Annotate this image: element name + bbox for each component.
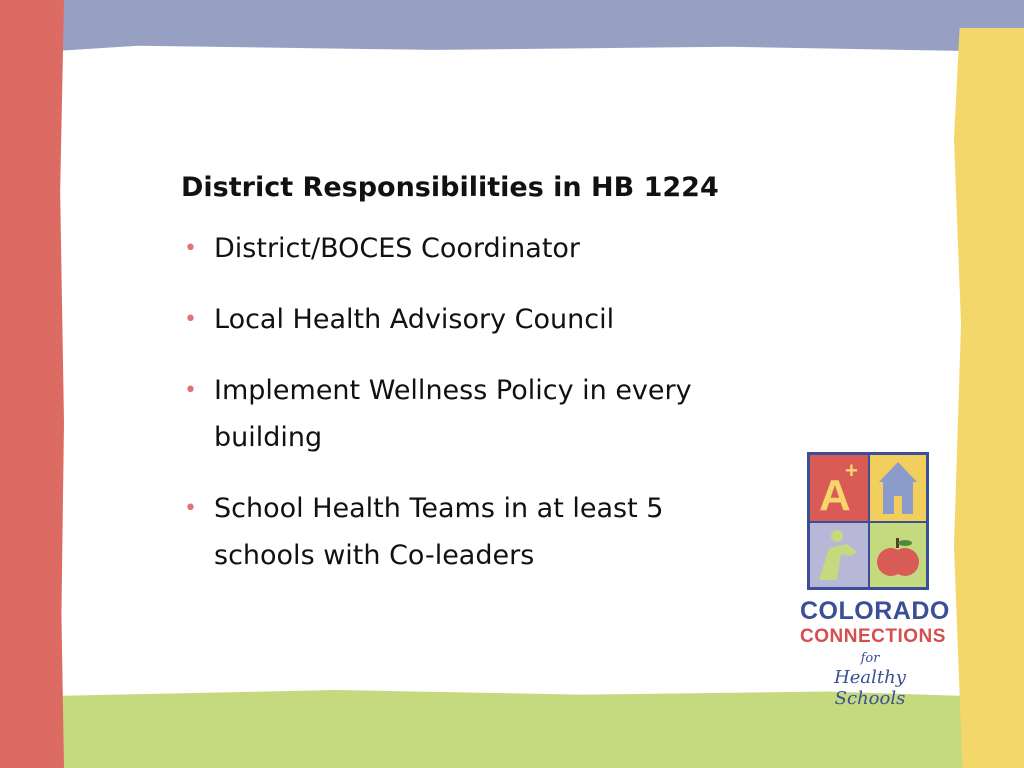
logo-connections-text: CONNECTIONS [800,626,946,647]
left-border-band [0,0,64,768]
bullet-dot-icon: • [184,236,197,261]
bullet-list [181,225,741,579]
logo-a-letter: A [819,471,851,520]
bullet-item [181,225,741,272]
slide-content [181,164,741,603]
bullet-item [181,485,741,579]
top-border-band [40,0,1024,52]
bullet-dot-icon: • [184,496,197,521]
bullet-item [181,367,741,461]
logo-colorado-text: COLORADO [800,597,950,625]
right-border-band [954,28,1024,768]
bullet-dot-icon: • [184,378,197,403]
bullet-text: District/BOCES Coordinator [214,233,581,264]
logo-squares-icon [807,452,929,590]
bullet-item [181,296,741,343]
colorado-connections-logo [800,452,950,709]
bullet-text: Implement Wellness Policy in every building [214,375,692,453]
bullet-text: Local Health Advisory Council [214,304,615,335]
bullet-text: School Health Teams in at least 5 schools with Co-leaders [214,493,664,571]
slide-title: District Responsibilities in HB 1224 [181,172,719,203]
logo-for-text: for [860,651,880,666]
bullet-dot-icon: • [184,307,197,332]
logo-healthy-schools-text: Healthy Schools [834,667,906,709]
logo-plus-sign: + [845,458,858,483]
